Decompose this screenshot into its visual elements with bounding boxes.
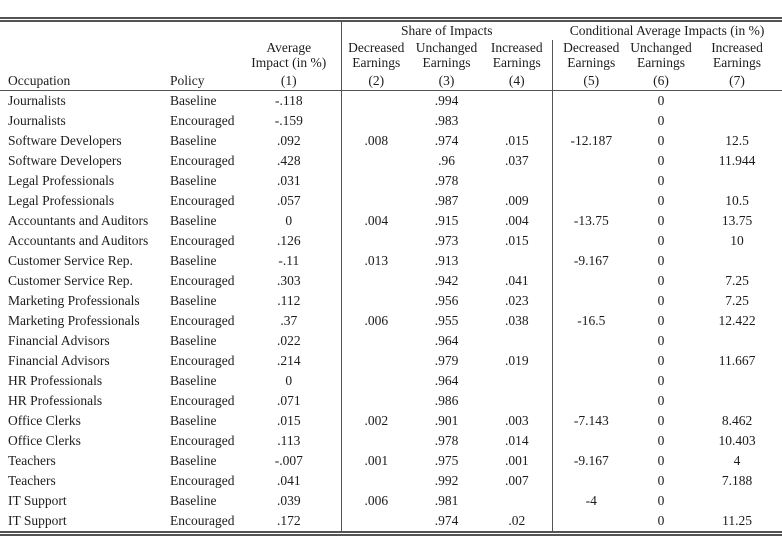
cell-occupation: Marketing Professionals (8, 293, 140, 308)
cell-policy: Encouraged (170, 273, 235, 288)
cell-policy: Baseline (170, 253, 217, 268)
cell-share-increased: .014 (504, 433, 529, 448)
cell-cond-unchanged: 0 (657, 333, 665, 348)
cell-average-impact: 0 (285, 373, 293, 388)
group-header-spacer (0, 20, 341, 41)
cell-share-unchanged: .983 (434, 113, 459, 128)
cell-policy: Baseline (170, 373, 217, 388)
cell-occupation: Accountants and Auditors (8, 213, 149, 228)
cell-share-decreased (341, 191, 411, 211)
cell-share-unchanged: .942 (434, 273, 459, 288)
table-row (0, 411, 782, 431)
cell-cond-increased: 12.422 (718, 313, 756, 328)
cell-share-increased: .003 (504, 413, 529, 428)
cell-share-increased (482, 491, 552, 511)
cell-policy: Encouraged (170, 353, 235, 368)
cell-policy: Baseline (170, 453, 217, 468)
cell-cond-unchanged: 0 (657, 113, 665, 128)
cell-average-impact: .113 (277, 433, 301, 448)
subheader-average-impact (237, 40, 341, 71)
cell-occupation: Financial Advisors (8, 353, 110, 368)
column-number-7: (7) (692, 71, 782, 91)
column-number-5: (5) (552, 71, 630, 91)
cell-share-unchanged: .973 (434, 233, 459, 248)
cell-cond-decreased: -4 (552, 491, 630, 511)
cell-cond-increased: 10.403 (718, 433, 756, 448)
cell-share-unchanged: .913 (434, 253, 459, 268)
occupation-column-header: Occupation (0, 71, 162, 91)
cell-occupation: Legal Professionals (8, 173, 115, 188)
cell-cond-decreased (552, 331, 630, 351)
cell-cond-decreased (552, 191, 630, 211)
column-number-row (0, 71, 782, 91)
cell-share-increased: .019 (504, 353, 529, 368)
cell-cond-decreased (552, 111, 630, 131)
table-row (0, 471, 782, 491)
cell-occupation: Teachers (8, 473, 56, 488)
column-number-4: (4) (482, 71, 552, 91)
cell-share-decreased: .006 (341, 491, 411, 511)
cell-share-decreased (341, 171, 411, 191)
group-header-share-of-impacts: Share of Impacts (341, 20, 552, 41)
cell-average-impact: .303 (276, 273, 301, 288)
cell-share-unchanged: .901 (434, 413, 459, 428)
cell-share-unchanged: .964 (434, 373, 459, 388)
table-row (0, 491, 782, 511)
cell-cond-unchanged: 0 (657, 473, 665, 488)
subheader-policy-spacer (162, 40, 237, 71)
cell-share-decreased (341, 431, 411, 451)
cell-cond-decreased: -12.187 (552, 131, 630, 151)
cell-share-increased: .015 (504, 133, 529, 148)
table-row (0, 171, 782, 191)
table-row (0, 311, 782, 331)
cell-cond-unchanged: 0 (657, 233, 665, 248)
column-number-3: (3) (411, 71, 482, 91)
cell-policy: Baseline (170, 293, 217, 308)
cell-average-impact: -.118 (274, 93, 303, 108)
cell-occupation: Office Clerks (8, 413, 81, 428)
cell-share-increased: .038 (504, 313, 529, 328)
cell-share-unchanged: .974 (434, 133, 459, 148)
cell-share-decreased (341, 151, 411, 171)
cell-cond-decreased (552, 271, 630, 291)
subheader-share-decreased (341, 40, 411, 71)
cell-share-unchanged: .975 (434, 453, 459, 468)
cell-cond-unchanged: 0 (657, 513, 665, 528)
table-row (0, 291, 782, 311)
subheader-line: Average (266, 40, 312, 55)
column-number-2: (2) (341, 71, 411, 91)
cell-cond-increased (692, 91, 782, 112)
cell-cond-increased: 11.944 (718, 153, 756, 168)
cell-share-increased (482, 91, 552, 112)
cell-occupation: HR Professionals (8, 373, 103, 388)
cell-policy: Encouraged (170, 233, 235, 248)
cell-share-decreased (341, 231, 411, 251)
cell-occupation: HR Professionals (8, 393, 103, 408)
impacts-table (0, 17, 782, 536)
table-row (0, 331, 782, 351)
cell-share-decreased (341, 91, 411, 112)
cell-cond-unchanged: 0 (657, 193, 665, 208)
cell-cond-increased: 4 (733, 453, 741, 468)
cell-share-unchanged: .994 (434, 93, 459, 108)
table-row (0, 351, 782, 371)
cell-share-unchanged: .964 (434, 333, 459, 348)
cell-share-increased: .023 (504, 293, 529, 308)
cell-policy: Baseline (170, 93, 217, 108)
cell-share-unchanged: .979 (434, 353, 459, 368)
subheader-line: Earnings (637, 55, 686, 70)
cell-share-increased: .007 (504, 473, 529, 488)
subheader-row (0, 40, 782, 71)
cell-average-impact: .214 (276, 353, 301, 368)
cell-share-increased: .041 (504, 273, 529, 288)
table-row (0, 111, 782, 131)
cell-policy: Encouraged (170, 433, 235, 448)
cell-cond-unchanged: 0 (657, 153, 665, 168)
cell-cond-decreased (552, 231, 630, 251)
cell-cond-increased (692, 331, 782, 351)
cell-share-unchanged: .986 (434, 393, 459, 408)
table-row (0, 451, 782, 471)
table-row (0, 391, 782, 411)
cell-cond-increased: 13.75 (721, 213, 753, 228)
cell-occupation: Accountants and Auditors (8, 233, 149, 248)
cell-occupation: Legal Professionals (8, 193, 115, 208)
cell-policy: Encouraged (170, 193, 235, 208)
cell-policy: Baseline (170, 413, 217, 428)
cell-occupation: Teachers (8, 453, 56, 468)
group-header-conditional-average-impacts: Conditional Average Impacts (in %) (569, 23, 765, 38)
cell-cond-unchanged: 0 (657, 433, 665, 448)
subheader-line: Earnings (492, 55, 541, 70)
cell-share-unchanged: .978 (434, 173, 459, 188)
cell-share-decreased (341, 511, 411, 534)
cell-cond-decreased (552, 391, 630, 411)
cell-average-impact: .015 (276, 413, 301, 428)
cell-share-increased: .037 (504, 153, 529, 168)
cell-occupation: Software Developers (8, 133, 122, 148)
table-header (0, 20, 782, 91)
cell-cond-increased: 7.188 (721, 473, 753, 488)
cell-policy: Encouraged (170, 513, 235, 528)
cell-share-decreased (341, 111, 411, 131)
table-row (0, 271, 782, 291)
cell-policy: Encouraged (170, 473, 235, 488)
cell-policy: Baseline (170, 173, 217, 188)
cell-average-impact: .057 (276, 193, 301, 208)
cell-cond-unchanged: 0 (657, 353, 665, 368)
cell-cond-increased (692, 171, 782, 191)
cell-share-decreased: .002 (341, 411, 411, 431)
cell-cond-decreased (552, 291, 630, 311)
cell-occupation: IT Support (8, 513, 67, 528)
cell-policy: Baseline (170, 333, 217, 348)
cell-cond-decreased (552, 431, 630, 451)
cell-average-impact: .112 (277, 293, 301, 308)
cell-policy: Encouraged (170, 393, 235, 408)
cell-average-impact: .039 (276, 493, 301, 508)
cell-average-impact: -.159 (274, 113, 303, 128)
cell-share-unchanged: .955 (434, 313, 459, 328)
cell-cond-decreased (552, 371, 630, 391)
cell-cond-increased: 8.462 (721, 413, 753, 428)
cell-policy: Encouraged (170, 153, 235, 168)
cell-cond-decreased (552, 91, 630, 112)
cell-share-increased (482, 251, 552, 271)
cell-cond-decreased (552, 171, 630, 191)
cell-average-impact: .022 (276, 333, 301, 348)
cell-cond-unchanged: 0 (657, 373, 665, 388)
cell-cond-increased: 10 (730, 233, 744, 248)
cell-occupation: Software Developers (8, 153, 122, 168)
cell-average-impact: .092 (276, 133, 301, 148)
cell-cond-unchanged: 0 (657, 93, 665, 108)
cell-occupation: Marketing Professionals (8, 313, 140, 328)
table-row (0, 191, 782, 211)
cell-share-decreased (341, 331, 411, 351)
cell-policy: Encouraged (170, 313, 235, 328)
subheader-line: Increased (490, 40, 543, 55)
cell-share-decreased (341, 391, 411, 411)
cell-cond-increased: 7.25 (725, 293, 749, 308)
cell-share-unchanged: .978 (434, 433, 459, 448)
table-row (0, 231, 782, 251)
subheader-cond-decreased (552, 40, 630, 71)
cell-average-impact: .126 (276, 233, 301, 248)
cell-cond-increased (692, 111, 782, 131)
cell-share-unchanged: .974 (434, 513, 459, 528)
cell-share-increased: .009 (504, 193, 529, 208)
cell-average-impact: -.11 (278, 253, 300, 268)
cell-policy: Baseline (170, 493, 217, 508)
cell-share-increased (482, 371, 552, 391)
cell-share-increased (482, 331, 552, 351)
cell-cond-increased: 10.5 (725, 193, 749, 208)
cell-cond-increased (692, 491, 782, 511)
cell-share-increased: .001 (504, 453, 529, 468)
cell-occupation: Journalists (8, 113, 66, 128)
cell-cond-unchanged: 0 (657, 393, 665, 408)
subheader-line: Earnings (352, 55, 401, 70)
cell-share-increased (482, 111, 552, 131)
subheader-line: Earnings (567, 55, 616, 70)
subheader-line: Earnings (713, 55, 762, 70)
cell-cond-unchanged: 0 (657, 453, 665, 468)
cell-cond-decreased (552, 351, 630, 371)
cell-average-impact: 0 (285, 213, 293, 228)
policy-column-header: Policy (162, 71, 237, 91)
cell-cond-unchanged: 0 (657, 293, 665, 308)
cell-average-impact: -.007 (274, 453, 303, 468)
cell-share-unchanged: .981 (434, 493, 459, 508)
table-row (0, 431, 782, 451)
table-body (0, 91, 782, 534)
cell-occupation: Customer Service Rep. (8, 273, 133, 288)
subheader-line: Increased (711, 40, 763, 55)
group-header-row (0, 20, 782, 41)
table-row (0, 131, 782, 151)
column-number-6: (6) (630, 71, 692, 91)
subheader-line: Earnings (422, 55, 471, 70)
cell-share-decreased (341, 351, 411, 371)
cell-cond-unchanged: 0 (657, 493, 665, 508)
cell-cond-unchanged: 0 (657, 413, 665, 428)
subheader-share-unchanged (411, 40, 482, 71)
cell-average-impact: .172 (276, 513, 301, 528)
cell-cond-unchanged: 0 (657, 253, 665, 268)
subheader-cond-unchanged (630, 40, 692, 71)
cell-policy: Encouraged (170, 113, 235, 128)
cell-share-increased: .004 (504, 213, 529, 228)
cell-average-impact: .041 (276, 473, 301, 488)
cell-cond-unchanged: 0 (657, 133, 665, 148)
subheader-line: Decreased (348, 40, 405, 55)
cell-cond-decreased: -7.143 (552, 411, 630, 431)
cell-average-impact: .071 (276, 393, 301, 408)
cell-occupation: Journalists (8, 93, 66, 108)
cell-cond-increased: 12.5 (725, 133, 749, 148)
cell-share-decreased: .008 (341, 131, 411, 151)
cell-cond-unchanged: 0 (657, 273, 665, 288)
table-row (0, 371, 782, 391)
cell-share-decreased: .006 (341, 311, 411, 331)
subheader-line: Decreased (563, 40, 620, 55)
cell-cond-increased: 11.25 (722, 513, 752, 528)
cell-average-impact: .031 (276, 173, 301, 188)
cell-cond-decreased (552, 471, 630, 491)
table-row (0, 251, 782, 271)
cell-cond-increased (692, 371, 782, 391)
table-row (0, 511, 782, 534)
cell-share-increased (482, 171, 552, 191)
subheader-share-increased (482, 40, 552, 71)
subheader-cond-increased (692, 40, 782, 71)
cell-share-unchanged: .956 (434, 293, 459, 308)
cell-share-increased: .02 (508, 513, 526, 528)
cell-cond-decreased: -16.5 (552, 311, 630, 331)
cell-cond-increased: 7.25 (725, 273, 749, 288)
table-row (0, 211, 782, 231)
table-row (0, 151, 782, 171)
cell-share-unchanged: .992 (434, 473, 459, 488)
cell-cond-decreased (552, 511, 630, 534)
cell-average-impact: .428 (276, 153, 301, 168)
cell-policy: Baseline (170, 133, 217, 148)
cell-share-decreased (341, 371, 411, 391)
cell-share-unchanged: .915 (434, 213, 459, 228)
cell-average-impact: .37 (280, 313, 298, 328)
column-number-1: (1) (237, 71, 341, 91)
cell-share-decreased: .001 (341, 451, 411, 471)
cell-cond-decreased: -13.75 (552, 211, 630, 231)
cell-cond-unchanged: 0 (657, 313, 665, 328)
subheader-occupation-spacer (0, 40, 162, 71)
cell-cond-decreased (552, 151, 630, 171)
cell-policy: Baseline (170, 213, 217, 228)
subheader-line: Unchanged (630, 40, 692, 55)
cell-cond-unchanged: 0 (657, 173, 665, 188)
cell-occupation: Customer Service Rep. (8, 253, 133, 268)
cell-share-decreased (341, 291, 411, 311)
cell-cond-increased: 11.667 (718, 353, 756, 368)
cell-share-increased: .015 (504, 233, 529, 248)
cell-share-unchanged: .96 (438, 153, 455, 168)
subheader-line: Impact (in %) (251, 55, 327, 70)
cell-share-decreased (341, 271, 411, 291)
cell-occupation: Office Clerks (8, 433, 81, 448)
cell-occupation: Financial Advisors (8, 333, 110, 348)
cell-share-decreased: .013 (341, 251, 411, 271)
cell-cond-unchanged: 0 (657, 213, 665, 228)
table-row (0, 91, 782, 112)
cell-cond-increased (692, 251, 782, 271)
cell-share-decreased: .004 (341, 211, 411, 231)
cell-cond-increased (692, 391, 782, 411)
cell-share-increased (482, 391, 552, 411)
cell-cond-decreased: -9.167 (552, 251, 630, 271)
cell-cond-decreased: -9.167 (552, 451, 630, 471)
cell-share-unchanged: .987 (434, 193, 459, 208)
cell-share-decreased (341, 471, 411, 491)
cell-occupation: IT Support (8, 493, 67, 508)
subheader-line: Unchanged (415, 40, 478, 55)
